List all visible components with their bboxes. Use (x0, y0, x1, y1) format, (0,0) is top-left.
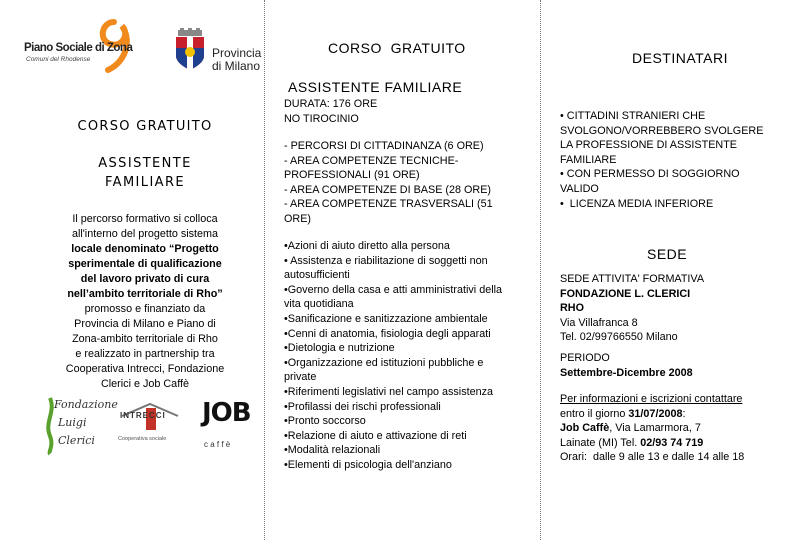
desc-line: Clerici e Job Caffè (100, 378, 189, 390)
path-line: ORE) (284, 212, 311, 225)
info-contact-address: , Via Lamarmora, 7 (609, 422, 701, 435)
period-label: PERIODO (560, 352, 610, 364)
desc-line: Zona-ambito territoriale di Rho (72, 333, 218, 345)
paths-block (284, 139, 528, 227)
desc-line: Cooperativa Intrecci, Fondazione (65, 363, 225, 375)
info-deadline-suffix: : (682, 407, 686, 420)
recipients-list (560, 109, 790, 211)
path-line: - AREA COMPETENZE TECNICHE- (284, 154, 459, 167)
info-hours: Orari: dalle 9 alle 13 e dalle 14 alle 18 (560, 451, 745, 464)
left-description (40, 212, 250, 392)
duration-line: NO TIROCINIO (284, 112, 359, 125)
left-subtitle-line1: ASSISTENTE (98, 156, 192, 171)
duration-block (284, 97, 528, 126)
piano-sociale-logo (22, 14, 142, 74)
desc-line: all'interno del progetto sistema (71, 228, 219, 240)
path-line: - AREA COMPETENZE DI BASE (28 ORE) (284, 183, 491, 196)
topic-line: •Modalità relazionali (284, 444, 381, 457)
sede-address: Via Villafranca 8 (560, 316, 638, 329)
desc-line (40, 287, 250, 302)
left-course-title: CORSO GRATUITO (77, 119, 213, 134)
info-block (560, 392, 790, 465)
topic-line: •Azioni di aiuto diretto alla persona (284, 240, 450, 252)
piano-sociale-subtitle: Comuni del Rhodense (26, 56, 91, 63)
desc-line: e realizzato in partnership tra (75, 348, 215, 360)
topic-line: private (284, 371, 317, 384)
recipient-line: • CITTADINI STRANIERI CHE (560, 110, 706, 122)
desc-line (40, 272, 250, 287)
recipient-line: • LICENZA MEDIA INFERIORE (560, 197, 714, 210)
piano-sociale-title: Piano Sociale di Zona (24, 42, 133, 54)
provincia-label-2: di Milano (212, 59, 261, 73)
info-deadline (560, 407, 790, 422)
topic-line: •Riferimenti legislativi nel campo assistenza (284, 385, 494, 398)
topic-line: •Organizzazione ed istituzioni pubbliche e (284, 356, 484, 369)
job-caffe-logo (202, 398, 258, 454)
info-contact (560, 421, 790, 436)
intrecci-name: INTRECCI (120, 411, 166, 420)
sede-city: RHO (560, 302, 584, 315)
recipients-heading: DESTINATARI (632, 50, 728, 66)
provincia-milano-logo (168, 28, 260, 74)
info-contact-name: Job Caffè (560, 422, 610, 435)
sede-name: FONDAZIONE L. CLERICI (560, 287, 691, 300)
recipient-line: SVOLGONO/VORREBBERO SVOLGERE (560, 124, 764, 137)
duration-line: DURATA: 176 ORE (284, 98, 378, 110)
topic-line: •Sanificazione e sanitizzazione ambientale (284, 312, 488, 325)
center-course-title: CORSO GRATUITO (328, 40, 466, 56)
desc-line: promosso e finanziato da (84, 303, 206, 315)
path-line: - PERCORSI DI CITTADINANZA (6 ORE) (284, 140, 484, 152)
job-caffe-name: JOB (202, 398, 251, 428)
path-line: - AREA COMPETENZE TRASVERSALI (51 (284, 198, 493, 211)
desc-line: Il percorso formativo si colloca (72, 213, 218, 225)
info-line: Per informazioni e iscrizioni contattare (560, 393, 743, 405)
info-phone: 02/93 74 719 (640, 436, 704, 449)
sede-heading: SEDE (647, 246, 688, 262)
topic-line: autosufficienti (284, 269, 350, 282)
topic-line: •Governo della casa e atti amministrativi della (284, 283, 503, 296)
topic-line: •Dietologia e nutrizione (284, 342, 395, 355)
intrecci-logo (118, 400, 184, 450)
recipient-line: • CON PERMESSO DI SOGGIORNO (560, 168, 740, 181)
topic-line: •Elementi di psicologia dell'anziano (284, 458, 452, 471)
topic-line: •Profilassi dei rischi professionali (284, 400, 441, 413)
provincia-label-1: Provincia (212, 46, 262, 60)
column-divider-right (540, 0, 541, 540)
path-line: PROFESSIONALI (91 ORE) (284, 169, 420, 182)
desc-line: Provincia di Milano e Piano di (74, 318, 216, 330)
desc-line (40, 257, 250, 272)
fondazione-word-2: Luigi (58, 416, 87, 429)
recipient-line: VALIDO (560, 182, 599, 195)
fondazione-clerici-logo (44, 396, 116, 458)
info-city: Lainate (MI) Tel. (560, 436, 641, 449)
desc-line-bold: locale denominato “Progetto (71, 243, 219, 255)
topic-line: •Cenni di anatomia, fisiologia degli apparati (284, 327, 491, 340)
info-phone-line (560, 436, 790, 451)
topic-line: •Relazione di aiuto e attivazione di reti (284, 429, 467, 442)
provincia-shield-icon (172, 28, 208, 72)
topic-line: • Assistenza e riabilitazione di soggetti non (284, 254, 488, 267)
desc-line-bold: del lavoro privato di cura (80, 273, 210, 285)
topic-line: •Pronto soccorso (284, 415, 366, 428)
period-block (560, 351, 790, 380)
column-divider-left (264, 0, 265, 540)
middle-title: ASSISTENTE FAMILIARE (288, 79, 463, 95)
topics-list (284, 239, 528, 473)
job-caffe-subtitle: c a f f è (204, 440, 231, 449)
desc-line (40, 242, 250, 257)
info-deadline-date: 31/07/2008 (628, 407, 683, 420)
fondazione-word-1: Fondazione (54, 398, 118, 411)
desc-line-bold: sperimentale di qualificazione (68, 258, 222, 270)
info-deadline-prefix: entro il giorno (560, 407, 629, 420)
desc-line-bold: nell’ambito territoriale di Rho” (67, 288, 223, 300)
sede-block (560, 272, 790, 345)
left-subtitle-line2: FAMILIARE (104, 175, 186, 190)
topic-line: vita quotidiana (284, 298, 354, 311)
recipient-line: LA PROFESSIONE DI ASSISTENTE (560, 139, 737, 152)
fondazione-word-3: Clerici (58, 434, 95, 447)
period-value: Settembre-Dicembre 2008 (560, 366, 693, 379)
intrecci-subtitle: Cooperativa sociale (118, 436, 167, 442)
sede-phone: Tel. 02/99766550 Milano (560, 331, 678, 344)
sede-label: SEDE ATTIVITA' FORMATIVA (560, 273, 705, 285)
recipient-line: FAMILIARE (560, 153, 617, 166)
